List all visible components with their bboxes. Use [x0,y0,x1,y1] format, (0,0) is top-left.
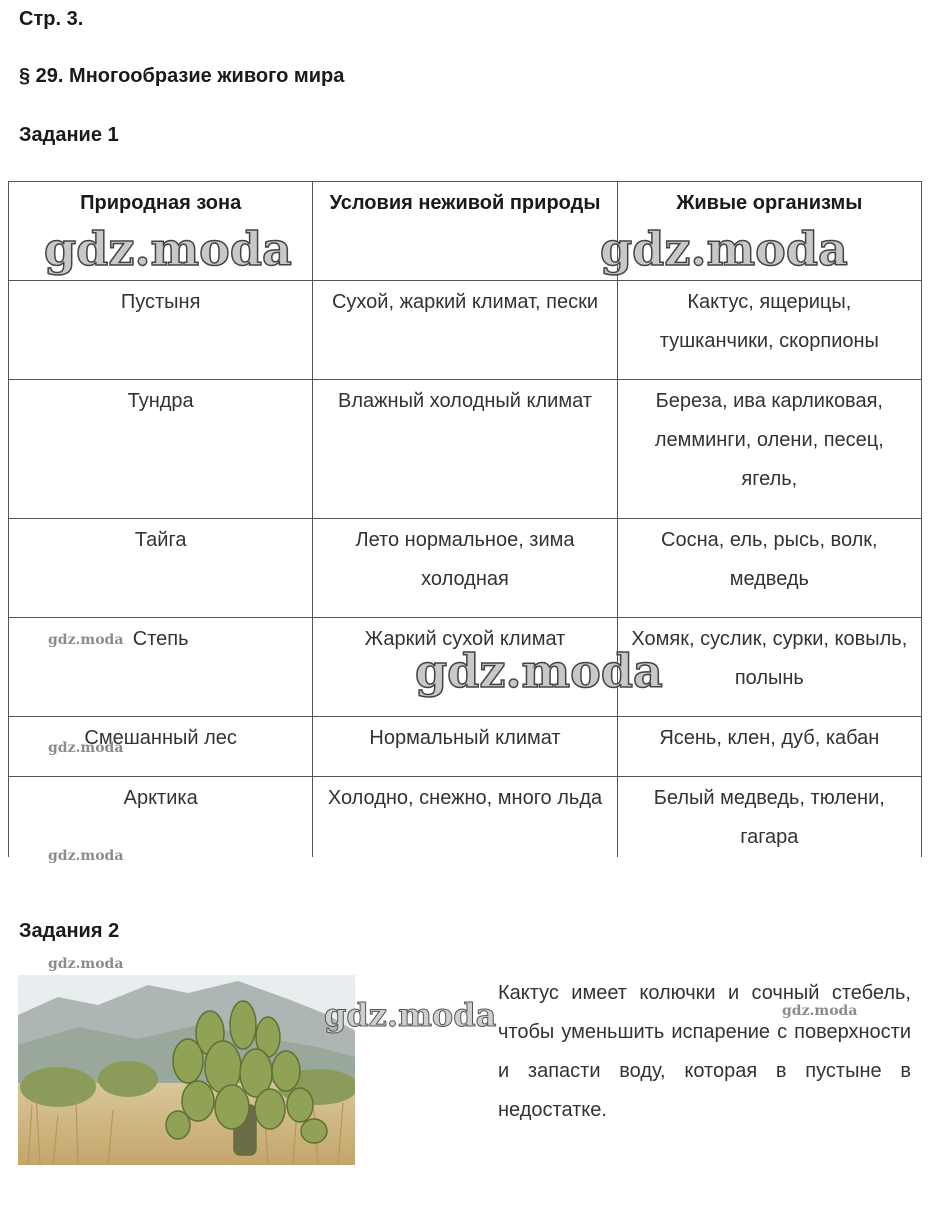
watermark: gdz.moda [48,632,124,648]
conditions-cell: Лето нормальное, зима холодная [313,519,617,618]
zone-cell: Тундра [9,380,313,519]
column-header-zone: Природная зона [9,182,313,281]
watermark: gdz.moda [415,644,663,698]
watermark: gdz.moda [48,848,124,864]
table-row [9,618,922,717]
table-row [9,380,922,519]
organisms-cell: Хомяк, суслик, сурки, ковыль, полынь [617,618,921,717]
zone-cell: Степь [9,618,313,717]
zone-cell: Тайга [9,519,313,618]
organisms-cell: Ясень, клен, дуб, кабан [617,717,921,777]
table-header-row [9,182,922,281]
task2-heading: Задания 2 [19,920,120,942]
task2-answer-text: Кактус имеет колючки и сочный стебель, чтобы уменьшить испарение с поверхности и запасти воду, которая в пустыне в недостатке. [498,982,911,1121]
conditions-cell: Жаркий сухой климат [313,618,617,717]
watermark: gdz.moda [324,996,497,1034]
zone-cell: Пустыня [9,281,313,380]
organisms-cell: Кактус, ящерицы, тушканчики, скорпионы [617,281,921,380]
organisms-cell: Белый медведь, тюлени, гагара [617,777,921,858]
organisms-cell: Сосна, ель, рысь, волк, медведь [617,519,921,618]
conditions-cell: Сухой, жаркий климат, пески [313,281,617,380]
watermark: gdz.moda [600,222,848,276]
watermark: gdz.moda [48,740,124,756]
watermark: gdz.moda [782,1003,858,1019]
task1-heading: Задание 1 [19,124,119,146]
watermark: gdz.moda [48,956,124,972]
watermark: gdz.moda [44,222,292,276]
zone-cell: Смешанный лес [9,717,313,777]
table-row [9,777,922,858]
conditions-cell: Влажный холодный климат [313,380,617,519]
natural-zones-table [8,181,922,857]
conditions-cell: Холодно, снежно, много льда [313,777,617,858]
section-title: § 29. Многообразие живого мира [19,65,345,87]
conditions-cell: Нормальный климат [313,717,617,777]
table-row [9,519,922,618]
column-header-conditions: Условия неживой природы [313,182,617,281]
cactus-photo [18,975,355,1165]
zone-cell: Арктика [9,777,313,858]
page-number: Стр. 3. [19,8,84,30]
column-header-organisms: Живые организмы [617,182,921,281]
table-row [9,281,922,380]
organisms-cell: Береза, ива карликовая, лемминги, олени, песец, ягель, [617,380,921,519]
table-row [9,717,922,777]
